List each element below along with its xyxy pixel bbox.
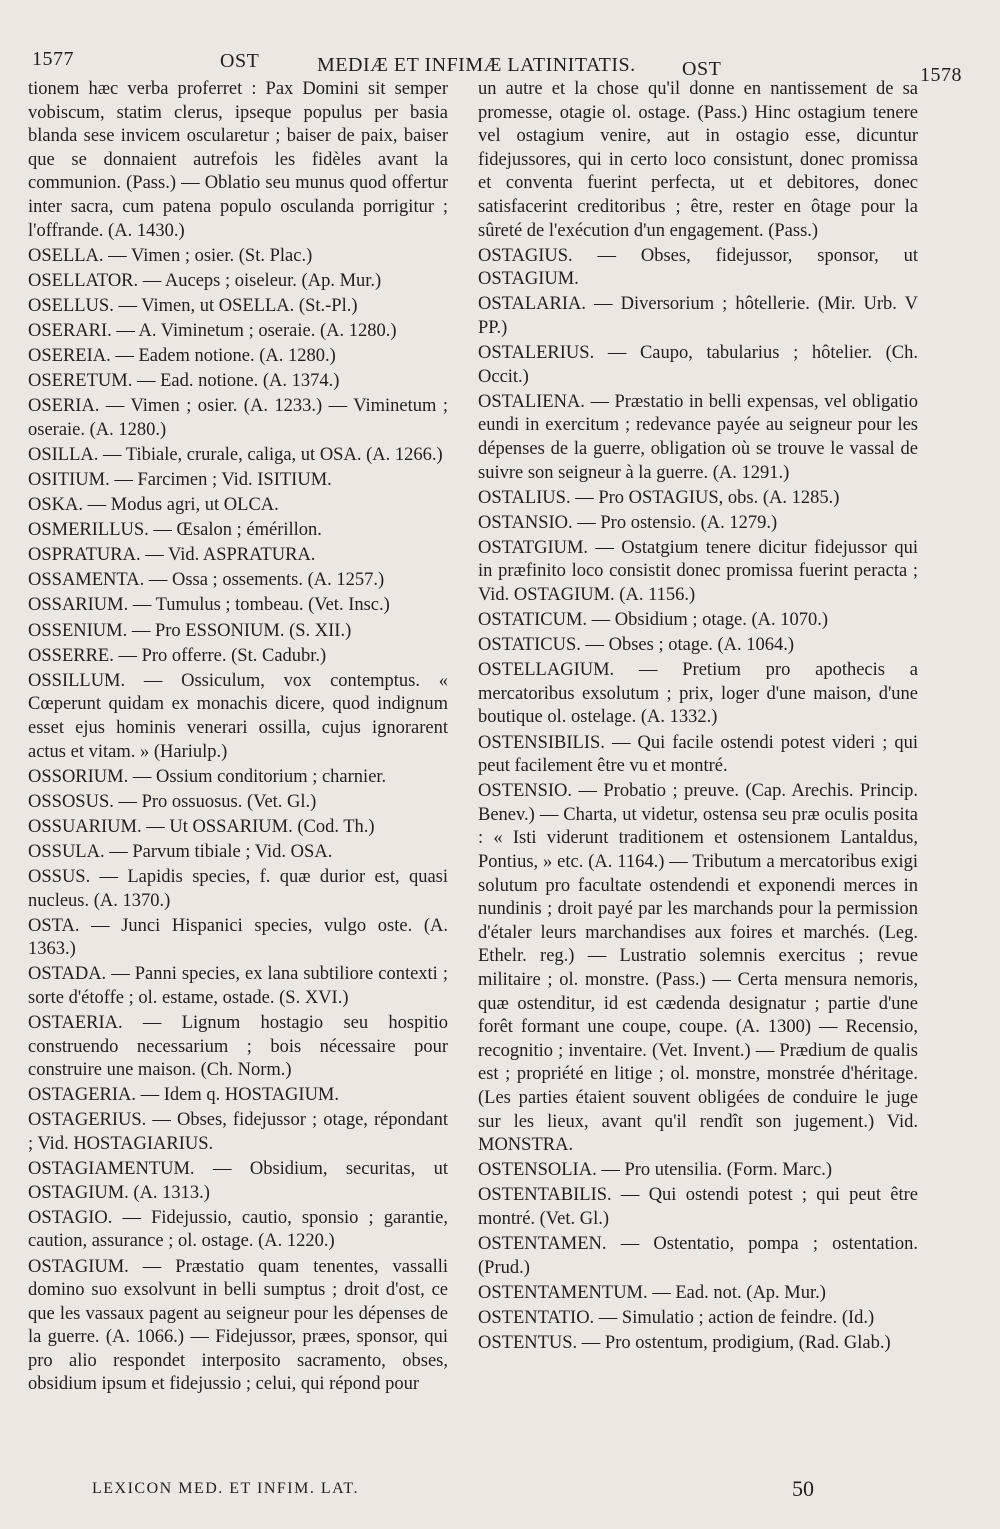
dictionary-entry: OSILLA. — Tibiale, crurale, caliga, ut OSA. (A. 1266.) <box>28 444 443 465</box>
dictionary-entry: OSSOSUS. — Pro ossuosus. (Vet. Gl.) <box>28 791 317 812</box>
dictionary-entry: un autre et la chose qu'il donne en nantissement de sa promesse, otagie ol. ostage. (Pass.) Hinc ostagium tenere vel ostagium venire, aut in ostagio esse, dicuntur fidejussores, qui in certo loco consistunt, donec promissa et conventa fuerint perfecta, ut et debitores, donec satisfacerint creditoribus ; être, rester en ôtage pour la sûreté de l'exécution d'un engagement. (Pass.) <box>478 79 918 241</box>
dictionary-entry: OSTATGIUM. — Ostatgium tenere dicitur fidejussor qui in præfinito loco consistit donec promissa fuerint peracta ; Vid. OSTAGIUM. (A. 1156.) <box>478 537 918 605</box>
dictionary-entry: OSTATICUM. — Obsidium ; otage. (A. 1070.) <box>478 610 829 631</box>
dictionary-entry: OSELLUS. — Vimen, ut OSELLA. (St.-Pl.) <box>28 295 358 316</box>
dictionary-entry: OSTALIUS. — Pro OSTAGIUS, obs. (A. 1285.) <box>478 487 840 508</box>
dictionary-entry: OSKA. — Modus agri, ut OLCA. <box>28 495 279 516</box>
dictionary-entry: OSTENSOLIA. — Pro utensilia. (Form. Marc.) <box>478 1160 833 1181</box>
dictionary-entry: tionem hæc verba proferret : Pax Domini sit semper vobiscum, statim clerus, ipseque populus per basia blanda sese invicem oscularetur ; baiser de paix, baiser que se donnaient autrefois les fidèles avant la communion. (Pass.) — Oblatio seu munus quod offertur inter sacra, cum patena populo osculanda porrigitur ; l'offrande. (A. 1430.) <box>28 79 448 241</box>
dictionary-entry: OSSARIUM. — Tumulus ; tombeau. (Vet. Insc.) <box>28 595 390 616</box>
dictionary-entry: OSERIA. — Vimen ; osier. (A. 1233.) — Viminetum ; oseraie. (A. 1280.) <box>28 396 448 440</box>
dictionary-entry: OSSUARIUM. — Ut OSSARIUM. (Cod. Th.) <box>28 816 375 837</box>
dictionary-entry: OSMERILLUS. — Œsalon ; émérillon. <box>28 520 322 541</box>
dictionary-entry: OSTAGIUS. — Obses, fidejussor, sponsor, ut OSTAGIUM. <box>478 245 918 290</box>
dictionary-entry: OSTENTABILIS. — Qui ostendi potest ; qui peut être montré. (Vet. Gl.) <box>478 1185 918 1229</box>
dictionary-entry: OSEREIA. — Eadem notione. (A. 1280.) <box>28 346 336 367</box>
dictionary-entry: OSTADA. — Panni species, ex lana subtiliore contexti ; sorte d'étoffe ; ol. estame, ostade. (S. XVI.) <box>28 964 448 1008</box>
dictionary-entry: OSTAERIA. — Lignum hostagio seu hospitio construendo necessarium ; bois nécessaire pour construire une maison. (Ch. Norm.) <box>28 1013 448 1081</box>
dictionary-entry: OSTELLAGIUM. — Pretium pro apothecis a mercatoribus exsolutum ; prix, loger d'une maison, d'une boutique ol. ostelage. (A. 1332.) <box>478 660 918 728</box>
left-keyword: OST <box>220 50 260 72</box>
right-keyword: OST <box>682 58 722 80</box>
dictionary-entry: OSSERRE. — Pro offerre. (St. Cadubr.) <box>28 645 327 666</box>
dictionary-entry: OSSULA. — Parvum tibiale ; Vid. OSA. <box>28 841 333 862</box>
dictionary-entry: OSTENTUS. — Pro ostentum, prodigium, (Rad. Glab.) <box>478 1332 891 1353</box>
dictionary-entry: OSTA. — Junci Hispanici species, vulgo oste. (A. 1363.) <box>28 915 448 960</box>
dictionary-entry: OSTALIENA. — Præstatio in belli expensas, vel obligatio eundi in exercitum ; redevance payée au seigneur pour les dépenses de la guerre, obligation où se trouve le vassal de suivre son seigneur à la guerre. (A. 1291.) <box>478 391 918 483</box>
page-number: 50 <box>792 1476 814 1501</box>
right-column-number: 1578 <box>920 64 962 86</box>
dictionary-entry: OSPRATURA. — Vid. ASPRATURA. <box>28 545 316 566</box>
dictionary-entry: OSTAGERIA. — Idem q. HOSTAGIUM. <box>28 1085 340 1106</box>
dictionary-entry: OSTALARIA. — Diversorium ; hôtellerie. (Mir. Urb. V PP.) <box>478 294 918 338</box>
dictionary-entry: OSTATICUS. — Obses ; otage. (A. 1064.) <box>478 635 795 656</box>
dictionary-entry: OSTENTATIO. — Simulatio ; action de feindre. (Id.) <box>478 1307 875 1328</box>
dictionary-entry: OSSUS. — Lapidis species, f. quæ durior est, quasi nucleus. (A. 1370.) <box>28 867 448 911</box>
footer-running-title: LEXICON MED. ET INFIM. LAT. <box>92 1480 359 1497</box>
dictionary-entry: OSTAGIO. — Fidejussio, cautio, sponsio ; garantie, caution, assurance ; ol. ostage. (A. 1220.) <box>28 1207 448 1252</box>
dictionary-entry: OSTANSIO. — Pro ostensio. (A. 1279.) <box>478 512 778 533</box>
dictionary-entry: OSTENSIO. — Probatio ; preuve. (Cap. Arechis. Princip. Benev.) — Charta, ut videtur, ostensa seu præ oculis posita : « Isti viderunt traditionem et ostensionem Lantaldus, Pontius, » etc. (A. 1164.) — Tributum a mercatoribus exigi solutum pro facultate ostendendi et exponendi merces in nundinis ; droit payé par les marchands pour la permission d'étaler leurs marchandises aux foires et marchés. (Leg. Ethelr. reg.) — Lustratio solemnis exercitus ; revue militaire ; ol. monstre. (Pass.) — Certa mensura nemoris, quæ ostenditur, id est cædenda designatur ; partie d'une forêt formant une coupe, coupe. (A. 1300) — Recensio, recognitio ; inventaire. (Vet. Invent.) — Prædium de qualis est ; propriété en litige ; ol. monstre, monstrée d'héritage. (Les parties étaient souvent obligées de conduire le juge sur les lieux, avant qu'il rendît son jugement.) Vid. MONSTRA. <box>478 781 918 1156</box>
dictionary-entry: OSERETUM. — Ead. notione. (A. 1374.) <box>28 371 340 392</box>
dictionary-entry: OSTENTAMEN. — Ostentatio, pompa ; ostentation. (Prud.) <box>478 1234 918 1278</box>
dictionary-entry: OSTENSIBILIS. — Qui facile ostendi potest videri ; qui peut facilement être vu et montré. <box>478 732 918 777</box>
running-header-title: MEDIÆ ET INFIMÆ LATINITATIS. <box>317 54 636 76</box>
dictionary-entry: OSTAGIUM. — Præstatio quam tenentes, vassalli domino suo exsolvunt in belli sumptus ; droit d'ost, ce que les vassaux pagent au seigneur pour les dépenses de la guerre. (A. 1066.) — Fidejussor, præes, sponsor, qui pro alio respondet interposito sacramento, obses, obsidium ipsum et fidejussio ; celui, qui répond pour <box>28 1256 448 1395</box>
dictionary-entry: OSSAMENTA. — Ossa ; ossements. (A. 1257.) <box>28 570 385 591</box>
dictionary-entry: OSTAGIAMENTUM. — Obsidium, securitas, ut OSTAGIUM. (A. 1313.) <box>28 1159 448 1203</box>
dictionary-entry: OSERARI. — A. Viminetum ; oseraie. (A. 1280.) <box>28 320 397 341</box>
dictionary-entry: OSSORIUM. — Ossium conditorium ; charnier. <box>28 766 387 787</box>
dictionary-entry: OSTAGERIUS. — Obses, fidejussor ; otage, répondant ; Vid. HOSTAGIARIUS. <box>28 1110 448 1155</box>
dictionary-entry: OSSENIUM. — Pro ESSONIUM. (S. XII.) <box>28 620 352 641</box>
dictionary-entry: OSTALERIUS. — Caupo, tabularius ; hôtelier. (Ch. Occit.) <box>478 343 918 387</box>
dictionary-entry: OSITIUM. — Farcimen ; Vid. ISITIUM. <box>28 470 332 490</box>
dictionary-entry: OSELLATOR. — Auceps ; oiseleur. (Ap. Mur.) <box>28 270 382 291</box>
dictionary-entry: OSTENTAMENTUM. — Ead. not. (Ap. Mur.) <box>478 1282 826 1303</box>
left-column <box>28 78 448 1399</box>
left-column-number: 1577 <box>32 48 74 70</box>
dictionary-entry: OSELLA. — Vimen ; osier. (St. Plac.) <box>28 245 313 266</box>
dictionary-entry: OSSILLUM. — Ossiculum, vox contemptus. « Cœperunt quidam ex monachis dicere, quod indignum esset ejus hominis venerari ossilla, cujus ignorarent actus et vitam. » (Hariulp.) <box>28 670 448 762</box>
right-column <box>478 78 918 1357</box>
